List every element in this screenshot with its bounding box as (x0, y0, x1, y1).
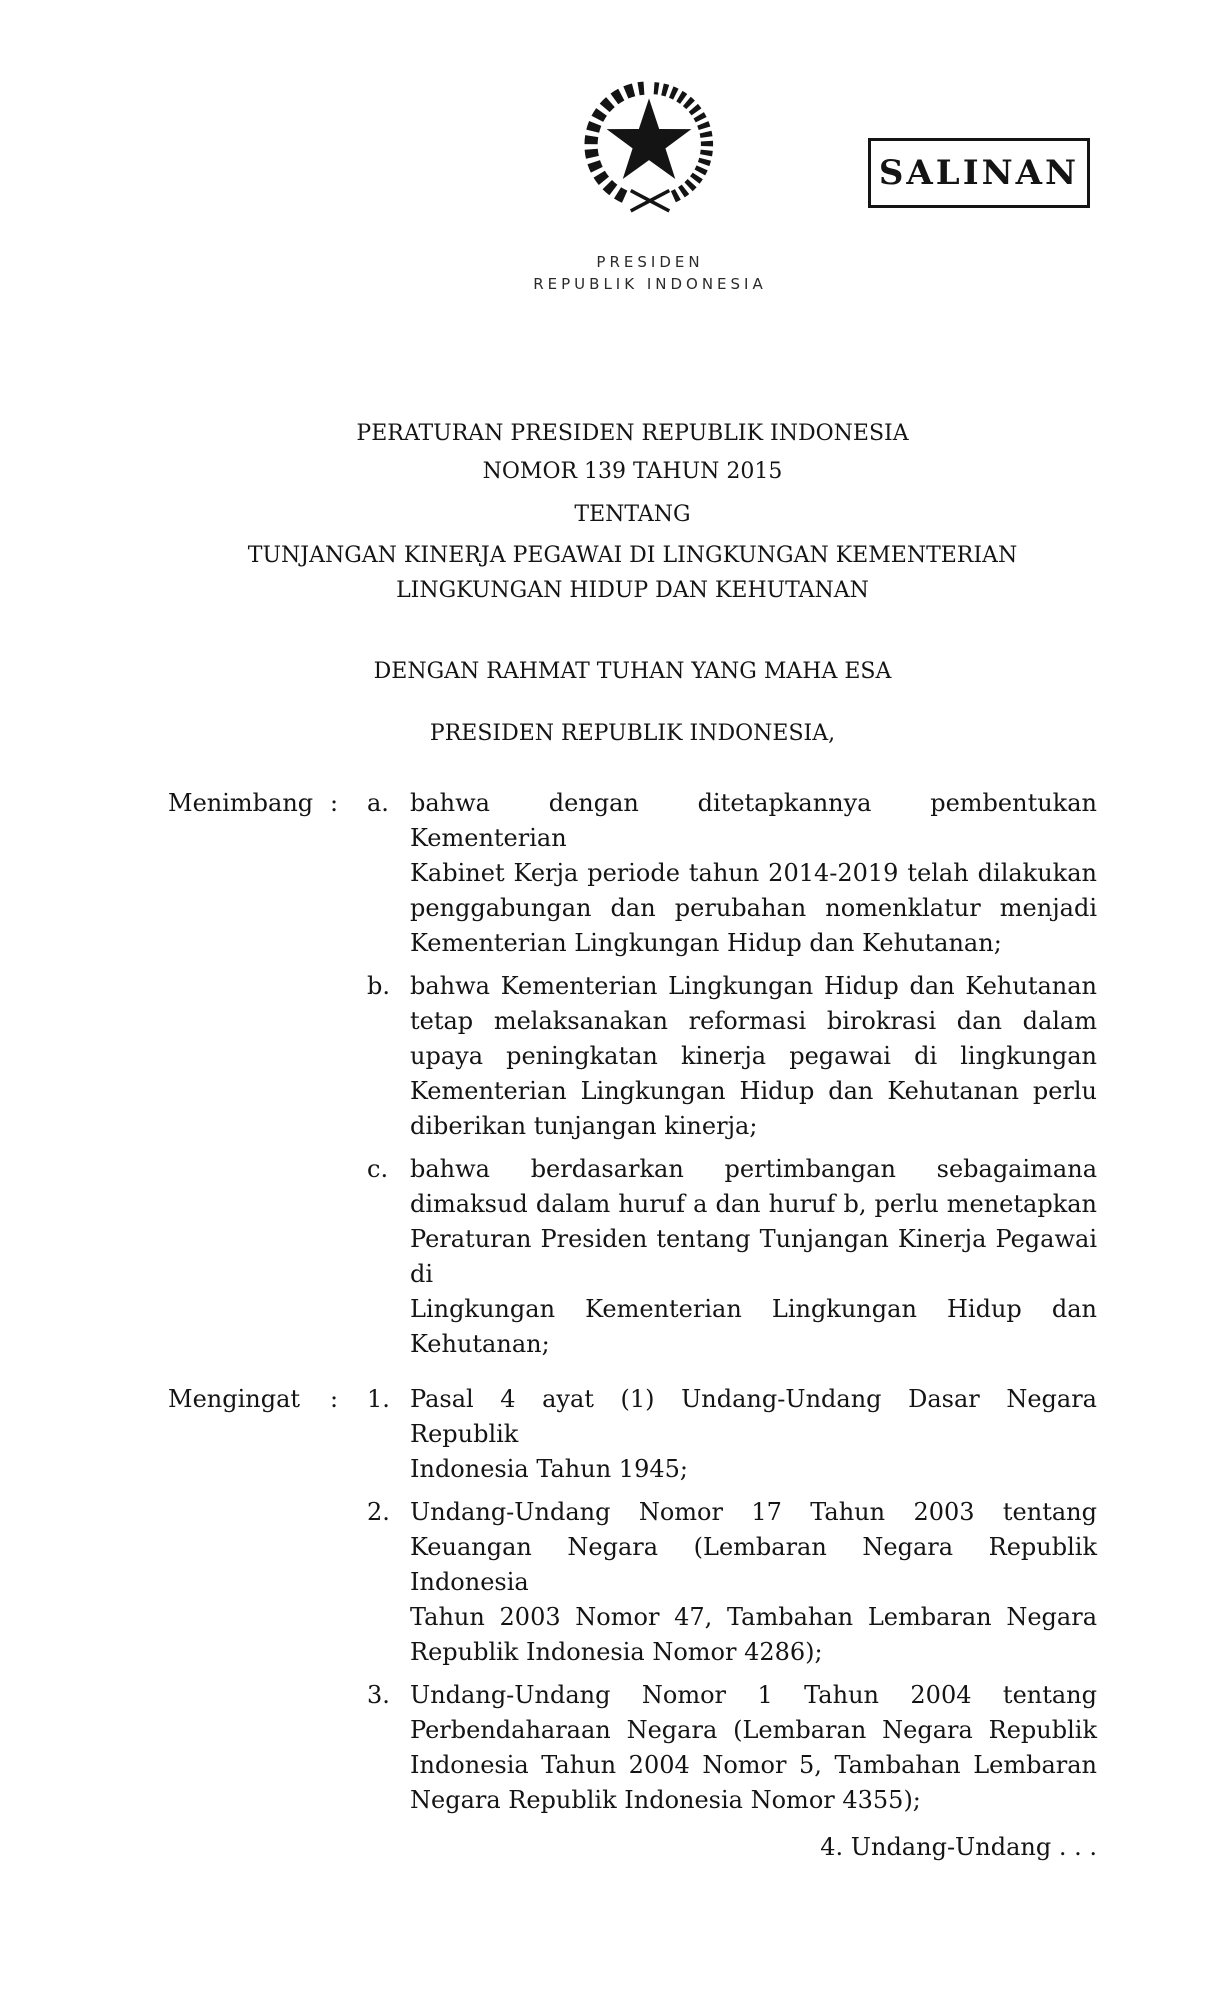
considering-item-a (168, 786, 1097, 961)
presidential-emblem-icon (571, 76, 725, 218)
item-text: bahwa berdasarkan pertimbangan sebagaimana dimaksud dalam huruf a dan huruf b, perlu menetapkan Peraturan Presiden tentang Tunjangan Kinerja Pegawai di Lingkungan Kementerian Lingkungan Hidup dan Kehutanan; (410, 1155, 1097, 1358)
item-text: Undang-Undang Nomor 1 Tahun 2004 tentang Perbendaharaan Negara (Lembaran Negara Republik Indonesia Tahun 2004 Nomor 5, Tambahan Lembaran Negara Republik Indonesia Nomor 4355); (410, 1681, 1097, 1814)
regulation-title-line1: PERATURAN PRESIDEN REPUBLIK INDONESIA (356, 421, 909, 446)
item-text: bahwa dengan ditetapkannya pembentukan Kementerian Kabinet Kerja periode tahun 2014-2019 telah dilakukan penggabungan dan perubahan nomenklatur menjadi Kementerian Lingkungan Hidup dan Kehutanan; (410, 789, 1097, 957)
letterhead-line2: REPUBLIK INDONESIA (533, 275, 767, 293)
invocation: DENGAN RAHMAT TUHAN YANG MAHA ESA (373, 659, 892, 684)
item-marker: c. (367, 1155, 389, 1183)
salinan-stamp-label: SALINAN (878, 153, 1080, 193)
recalling-item-2 (168, 1495, 1097, 1670)
considering-item-c (168, 1152, 1097, 1362)
regulation-subject-line2: LINGKUNGAN HIDUP DAN KEHUTANAN (396, 578, 869, 603)
item-marker: a. (367, 789, 389, 817)
authority: PRESIDEN REPUBLIK INDONESIA, (429, 721, 836, 746)
considering-item-b (168, 969, 1097, 1144)
letterhead (450, 251, 850, 295)
recalling-colon: : (330, 1385, 339, 1413)
document-body (168, 415, 1097, 1865)
item-text: bahwa Kementerian Lingkungan Hidup dan Kehutanan tetap melaksanakan reformasi birokrasi dan dalam upaya peningkatan kinerja pegawai di lingkungan Kementerian Lingkungan Hidup dan Kehutanan perlu diberikan tunjangan kinerja; (410, 972, 1097, 1140)
letterhead-line1: PRESIDEN (596, 253, 704, 271)
item-text: Pasal 4 ayat (1) Undang-Undang Dasar Negara Republik Indonesia Tahun 1945; (410, 1385, 1097, 1483)
regulation-tentang: TENTANG (574, 502, 691, 527)
item-marker: 3. (367, 1681, 390, 1709)
recalling-label: Mengingat (168, 1385, 301, 1413)
item-text: Undang-Undang Nomor 17 Tahun 2003 tentang Keuangan Negara (Lembaran Negara Republik Indonesia Tahun 2003 Nomor 47, Tambahan Lembaran Negara Republik Indonesia Nomor 4286); (410, 1498, 1097, 1666)
regulation-number: NOMOR 139 TAHUN 2015 (482, 459, 783, 484)
considering-label: Menimbang (168, 789, 314, 817)
salinan-stamp (868, 138, 1090, 208)
item-marker: 1. (367, 1385, 390, 1413)
considering-colon: : (330, 789, 339, 817)
wreath-crossed-stems (631, 191, 670, 211)
recalling-item-3 (168, 1678, 1097, 1818)
catchword: 4. Undang-Undang . . . (820, 1833, 1097, 1861)
star-icon (607, 98, 692, 179)
regulation-subject-line1: TUNJANGAN KINERJA PEGAWAI DI LINGKUNGAN KEMENTERIAN (247, 543, 1018, 568)
item-marker: 2. (367, 1498, 390, 1526)
item-marker: b. (367, 972, 390, 1000)
recalling-item-1 (168, 1382, 1097, 1487)
